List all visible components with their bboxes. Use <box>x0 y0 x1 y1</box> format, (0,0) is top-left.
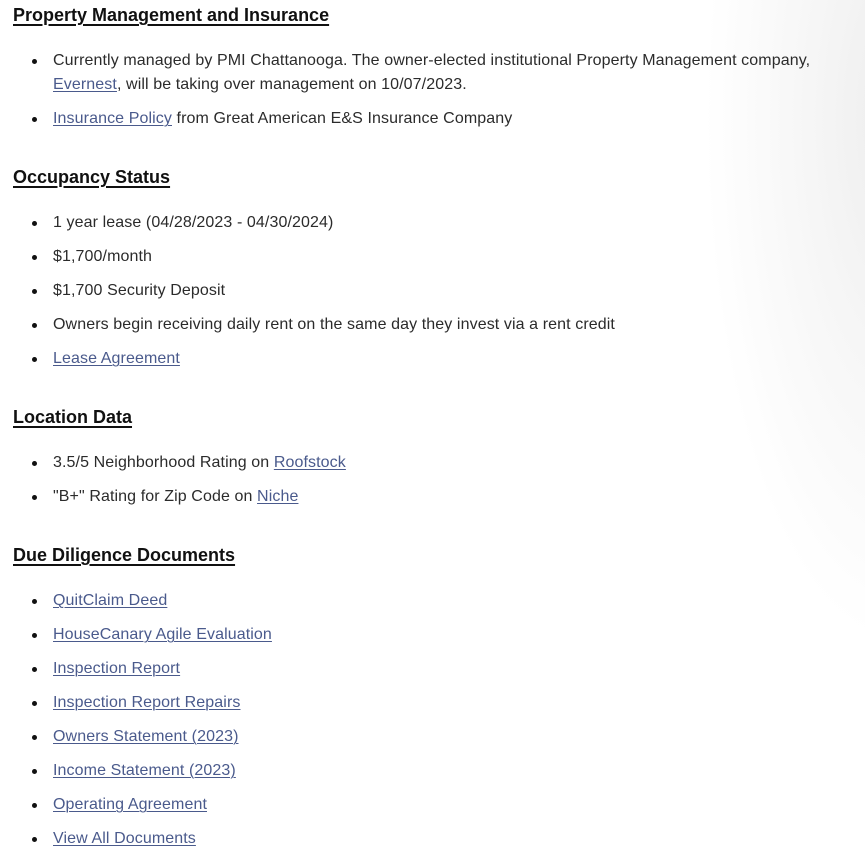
monthly-rent-text: $1,700/month <box>53 248 153 265</box>
location-list <box>13 451 865 509</box>
insurance-provider-text: from Great American E&S Insurance Company <box>172 110 513 127</box>
neighborhood-rating-text: 3.5/5 Neighborhood Rating on <box>53 454 274 471</box>
management-list <box>13 49 865 131</box>
roofstock-link[interactable]: Roofstock <box>273 454 346 471</box>
zip-rating-text: "B+" Rating for Zip Code on <box>53 488 258 505</box>
heading-due-diligence-documents: Due Diligence Documents <box>13 545 236 565</box>
management-text: Currently managed by PMI Chattanooga. The owner-elected institutional Property Management company, <box>53 52 811 69</box>
list-item-rent-credit <box>13 313 865 337</box>
operating-agreement-link[interactable]: Operating Agreement <box>53 796 207 813</box>
owners-statement-link[interactable]: Owners Statement (2023) <box>53 728 239 745</box>
quitclaim-deed-link[interactable]: QuitClaim Deed <box>53 592 168 609</box>
list-item-document <box>13 793 865 817</box>
list-item-document <box>13 623 865 647</box>
lease-term-text: 1 year lease (04/28/2023 - 04/30/2024) <box>53 214 334 231</box>
security-deposit-text: $1,700 Security Deposit <box>53 282 226 299</box>
list-item-neighborhood-rating <box>13 451 865 475</box>
list-item-document <box>13 827 865 851</box>
list-item-document <box>13 657 865 681</box>
heading-occupancy-status: Occupancy Status <box>13 167 171 187</box>
insurance-policy-link[interactable]: Insurance Policy <box>53 110 172 127</box>
list-item-lease-agreement <box>13 347 865 371</box>
list-item-insurance <box>13 107 865 131</box>
documents-list <box>13 589 865 851</box>
list-item-lease-term <box>13 211 865 235</box>
list-item-document <box>13 759 865 783</box>
list-item-document <box>13 691 865 715</box>
management-takeover-text: , will be taking over management on 10/07/2023. <box>116 76 467 93</box>
lease-agreement-link[interactable]: Lease Agreement <box>53 350 180 367</box>
inspection-report-repairs-link[interactable]: Inspection Report Repairs <box>53 694 241 711</box>
heading-location-data: Location Data <box>13 407 133 427</box>
rent-credit-text: Owners begin receiving daily rent on the same day they invest via a rent credit <box>53 316 615 333</box>
housecanary-evaluation-link[interactable]: HouseCanary Agile Evaluation <box>53 626 272 643</box>
occupancy-list <box>13 211 865 371</box>
evernest-link[interactable]: Evernest <box>53 76 117 93</box>
list-item-management-company <box>13 49 865 97</box>
list-item-document <box>13 725 865 749</box>
heading-property-management: Property Management and Insurance <box>13 5 330 25</box>
income-statement-link[interactable]: Income Statement (2023) <box>53 762 236 779</box>
list-item-zip-rating <box>13 485 865 509</box>
view-all-documents-link[interactable]: View All Documents <box>53 830 196 847</box>
inspection-report-link[interactable]: Inspection Report <box>53 660 181 677</box>
niche-link[interactable]: Niche <box>257 488 299 505</box>
list-item-monthly-rent <box>13 245 865 269</box>
list-item-document <box>13 589 865 613</box>
list-item-security-deposit <box>13 279 865 303</box>
